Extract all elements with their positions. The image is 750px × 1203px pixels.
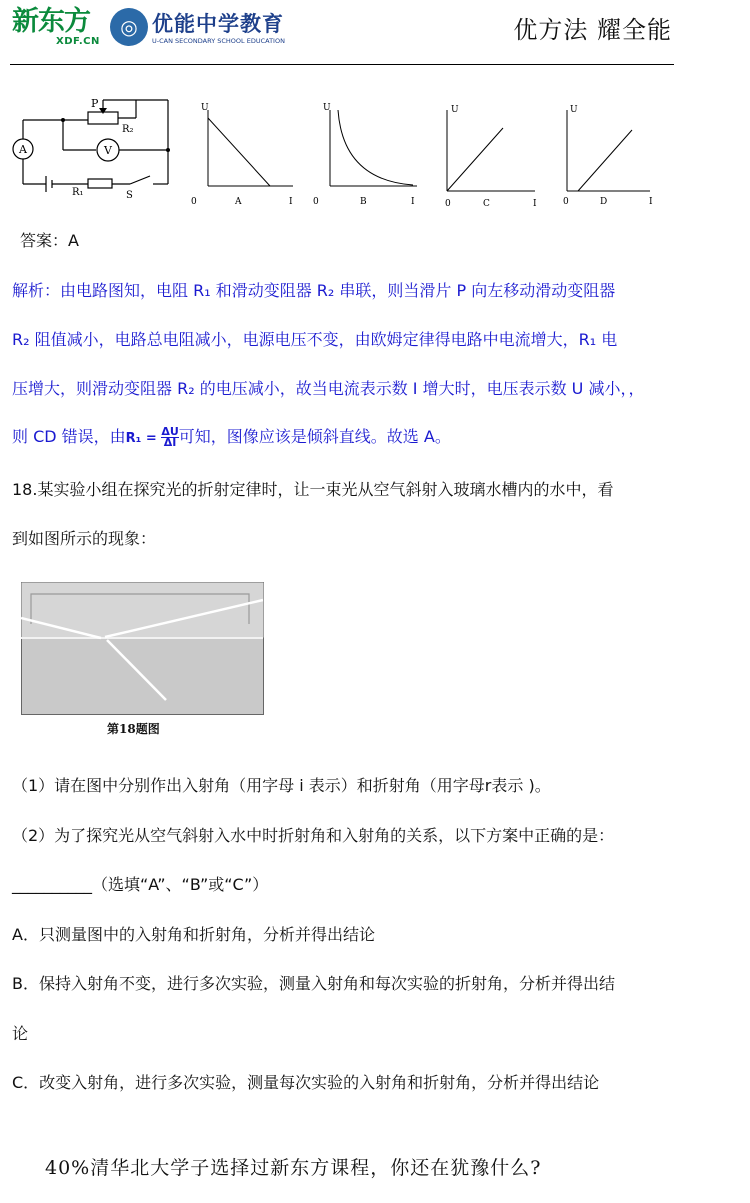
analysis-line-3: 压增大，则滑动变阻器 R₂ 的电压减小，故当电流表示数 I 增大时，电压表示数 U 减小，， <box>12 379 645 398</box>
analysis-line-4 <box>12 426 451 450</box>
q18-option-c: C．改变入射角，进行多次实验，测量每次实验的入射角和折射角，分析并得出结论 <box>12 1073 600 1092</box>
ucan-logo-sub: U-CAN SECONDARY SCHOOL EDUCATION <box>152 37 285 45</box>
formula-numerator: ΔU <box>161 425 179 438</box>
ucan-logo-text: 优能中学教育 <box>152 12 284 36</box>
q18-option-b-line-1: B．保持入射角不变，进行多次实验，测量入射角和每次实验的折射角，分析并得出结 <box>12 974 615 993</box>
graph-a-origin: 0 <box>191 197 197 207</box>
graph-c-label: C <box>483 199 490 209</box>
graph-d-label: D <box>600 197 608 207</box>
formula-denominator: ΔI <box>161 437 178 448</box>
circuit-diagram <box>8 92 183 202</box>
refraction-figure <box>21 582 265 718</box>
ammeter-label: A <box>19 143 27 156</box>
xdf-logo-sub: XDF.CN <box>56 36 100 47</box>
formula-lhs: R₁ = <box>125 431 162 446</box>
graph-a-yaxis: U <box>201 103 209 113</box>
analysis-line-4-post: 可知，图像应该是倾斜直线。故选 A。 <box>178 427 451 446</box>
graph-c-yaxis: U <box>451 105 459 115</box>
analysis-line-2: R₂ 阻值减小，电路总电阻减小，电源电压不变，由欧姆定律得电路中电流增大，R₁ 电 <box>12 330 618 349</box>
graph-a-line <box>208 118 270 186</box>
formula-fraction <box>161 427 178 448</box>
xdf-logo-text: 新东方 <box>12 6 90 37</box>
ui-graphs <box>185 98 675 212</box>
switch-label: S <box>126 190 133 201</box>
graph-b-yaxis: U <box>323 103 331 113</box>
q18-option-a: A．只测量图中的入射角和折射角，分析并得出结论 <box>12 925 375 944</box>
ucan-emblem-icon: ◎ <box>110 8 148 46</box>
figure-caption: 第18题图 <box>107 722 160 736</box>
q18-line-1: 18.某实验小组在探究光的折射定律时，让一束光从空气斜射入玻璃水槽内的水中，看 <box>12 480 614 499</box>
analysis-line-1: 解析：由电路图知，电阻 R₁ 和滑动变阻器 R₂ 串联，则当滑片 P 向左移动滑动变阻器 <box>12 281 616 300</box>
graph-b-xaxis: I <box>411 197 415 207</box>
q18-answer-blank: __________（选填“A”、“B”或“C”） <box>12 875 269 894</box>
q18-part-1: （1）请在图中分别作出入射角（用字母 i 表示）和折射角（用字母r表示 )。 <box>12 776 551 795</box>
r2-label: R₂ <box>122 124 134 135</box>
r1-label: R₁ <box>72 187 84 198</box>
graph-d-xaxis: I <box>649 197 653 207</box>
graph-c-line <box>447 128 503 191</box>
q18-line-2: 到如图所示的现象： <box>12 529 157 548</box>
graph-d-origin: 0 <box>563 197 569 207</box>
ucan-logo <box>110 8 290 50</box>
q18-part-2: （2）为了探究光从空气斜射入水中时折射角和入射角的关系，以下方案中正确的是： <box>12 826 615 845</box>
graph-b-origin: 0 <box>313 197 319 207</box>
xdf-logo <box>12 6 100 50</box>
graph-d-line <box>578 130 632 191</box>
graph-d-yaxis: U <box>570 105 578 115</box>
footer-slogan: 40%清华北大学子选择过新东方课程，你还在犹豫什么? <box>45 1157 542 1179</box>
graph-c-origin: 0 <box>445 199 451 209</box>
graph-a-xaxis: I <box>289 197 293 207</box>
voltmeter-label: V <box>104 144 112 157</box>
header-slogan: 优方法 耀全能 <box>513 16 672 44</box>
header-divider <box>10 64 674 65</box>
graph-a-label: A <box>235 197 242 207</box>
graph-b-label: B <box>360 197 367 207</box>
q18-option-b-line-2: 论 <box>12 1024 29 1043</box>
slider-label: P <box>91 97 99 110</box>
graph-c-xaxis: I <box>533 199 537 209</box>
answer-text: 答案：A <box>20 231 79 250</box>
graph-b-curve <box>338 110 413 185</box>
analysis-line-4-pre: 则 CD 错误，由 <box>12 427 126 446</box>
